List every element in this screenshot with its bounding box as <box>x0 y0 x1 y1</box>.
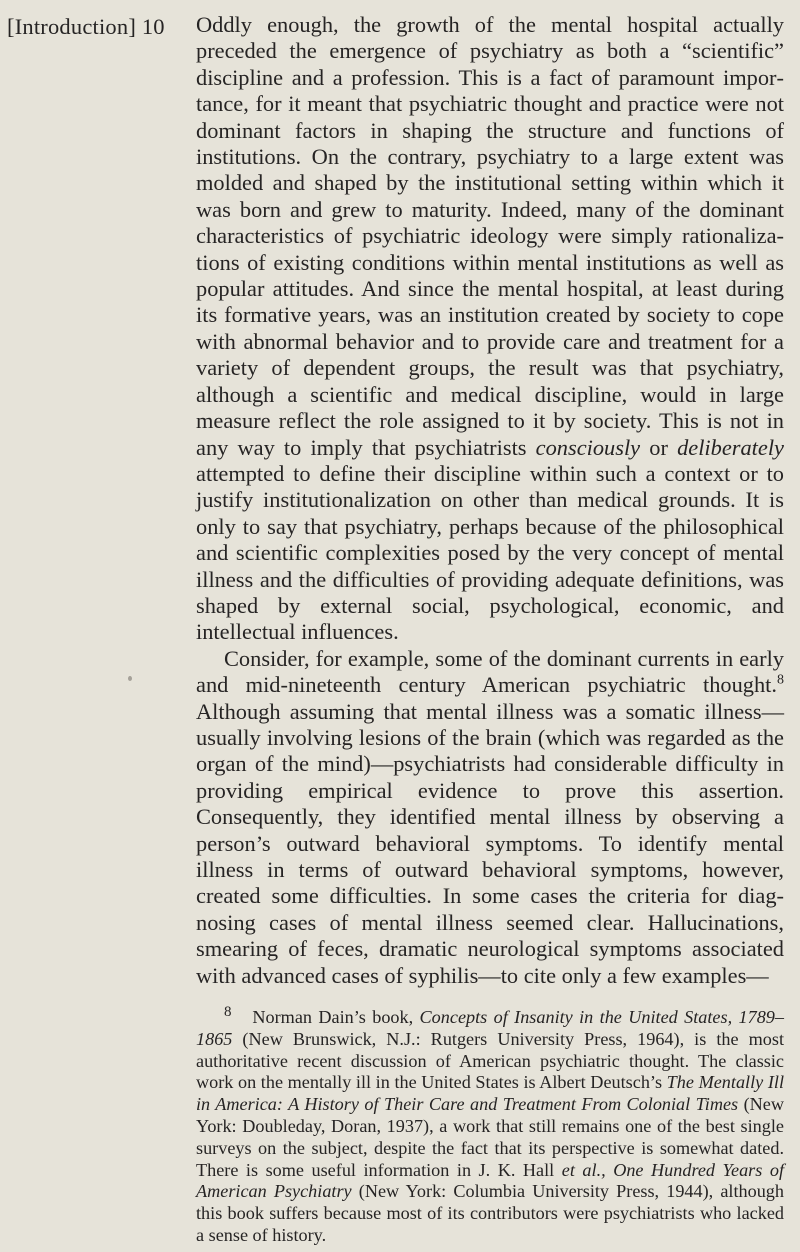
paragraph-1 <box>196 12 784 646</box>
body-text <box>196 12 784 989</box>
paragraph-2-text-a: Consider, for example, some of the dominant currents in early and mid-nineteenth century American psychiatric thought. <box>196 645 784 698</box>
footnote-text-b: (New Brunswick, N.J.: Rutgers University Press, 1964), is the most authoritative recent discussion of American psychiatric thought. The classic work on the mentally ill in the United States is Albert Deutsch’s <box>196 1028 784 1093</box>
footnote-paragraph: 8 Norman Dain’s book, Concepts of Insanity in the United States, 1789–1865 (New Brunswick, N.J.: Rutgers University Press, 1964), is the most authoritative recent discussion of American psychiatric thought. The classic work on the mentally ill in the United States is Albert Deutsch’s The Mentally Ill in America: A History of Their Care and Treatment From Colonial Times (New York: Doubleday, Doran, 1937), a work that still remains one of the best single surveys on the subject, despite the fact that its perspective is somewhat dated. There is some useful information in J. K. Hall et al., One Hundred Years of American Psychiatry (New York: Columbia University Press, 1944), although this book suffers because most of its contributors were psychiatrists who lacked a sense of history. <box>196 1003 784 1245</box>
footnote-text-d: (New York: Columbia University Press, 1944), although this book suffers because most of its contributors were psychiatrists who lacked a sense of history. <box>196 1181 784 1245</box>
footnote-text-c: (New York: Doubleday, Doran, 1937), a work that still remains one of the best single surveys on the subject, despite the fact that its perspective is somewhat dated. There is some useful information in J. K. Hall <box>196 1094 784 1180</box>
paragraph-2 <box>196 646 784 989</box>
emphasis-deliberately: deliberately <box>677 434 784 460</box>
paper-speck <box>128 676 132 681</box>
running-head: [Introduction] 10 <box>7 14 165 39</box>
paragraph-2-text-b: Although assuming that mental illness was a somatic illness—usually involving lesions of the brain (which was regarded as the organ of the mind)—psychiatrists had considerable difficulty in providing empirical evidence to prove this assertion. Consequently, they identified mental illness by observing a person’s outward behavioral symptoms. To identify mental illness in terms of outward behavioral symptoms, however, created some difficulties. In some cases the criteria for diagnosing cases of mental illness seemed clear. Hallucinations, smearing of feces, dramatic neurological symptoms associated with advanced cases of syphilis—to cite only a few examples— <box>196 698 784 988</box>
footnote-title-deutsch: The Mentally Ill in America: A History of Their Care and Treatment From Colonial Times <box>196 1072 784 1115</box>
paragraph-1-text-a: Oddly enough, the growth of the mental hospital actually preceded the emergence of psychiatry as both a “scientific” discipline and a profession. This is a fact of paramount importance, for it meant that psychiatric thought and practice were not dominant factors in shaping the structure and functions of institutions. On the contrary, psychiatry to a large extent was molded and shaped by the institutional setting within which it was born and grew to maturity. Indeed, many of the dominant characteristics of psychiatric ideology were simply rationalizations of existing conditions within mental institutions as well as popular attitudes. And since the mental hospital, at least during its formative years, was an institution created by society to cope with abnormal behavior and to provide care and treatment for a variety of dependent groups, the result was that psychiatry, although a scientific and medical discipline, would in large measure reflect the role assigned to it by society. This is not in any way to imply that psychiatrists <box>196 12 784 460</box>
footnote-title-dain: Concepts of Insanity in the United States, 1789–1865 <box>196 1007 784 1049</box>
footnote-text-a: Norman Dain’s book, <box>246 1007 420 1028</box>
footnote-title-hall: et al., One Hundred Years of American Psychiatry <box>196 1159 784 1202</box>
emphasis-consciously: consciously <box>535 434 641 460</box>
paragraph-1-text-b: or <box>640 434 678 460</box>
footnote-8 <box>196 1003 784 1247</box>
paragraph-1-text-c: attempted to define their discipline within such a context or to justify institutionalization on other than medical grounds. It is only to say that psychiatry, perhaps because of the philosophical and scientific complexities posed by the very concept of mental illness and the difficulties of providing adequate definitions, was shaped by external social, psychological, economic, and intellectual influences. <box>196 460 784 645</box>
footnote-reference-8: 8 <box>777 672 784 688</box>
main-text-block <box>196 12 784 1247</box>
